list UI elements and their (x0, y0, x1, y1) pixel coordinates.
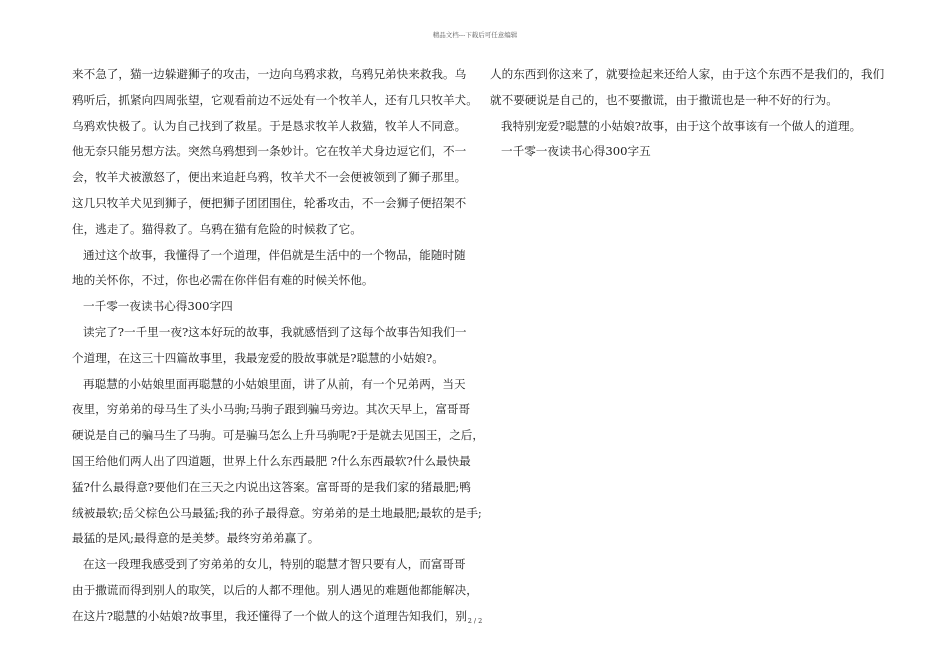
text-line: 由于撒谎而得到别人的取笑，以后的人都不理他。别人遇见的难题他都能解决， (72, 582, 478, 597)
text-line: 再聪慧的小姑娘里面再聪慧的小姑娘里面，讲了从前，有一个兄弟两，当天 (83, 376, 466, 391)
text-line: 在这一段理我感受到了穷弟弟的女儿，特别的聪慧才智只要有人，而富哥哥 (83, 557, 466, 572)
right-column (490, 62, 885, 165)
text-line: 他无奈只能另想方法。突然乌鸦想到一条妙计。它在牧羊犬身边逗它们，不一 (72, 144, 467, 159)
text-line: 乌鸦欢快极了。认为自己找到了救星。于是恳求牧羊人救猫，牧羊人不同意。 (72, 118, 467, 133)
text-line: 就不要硬说是自己的，也不要撒谎，由于撒谎也是一种不好的行为。 (490, 92, 838, 107)
text-line: 绒被最软;岳父棕色公马最猛;我的孙子最得意。穷弟弟的是土地最肥;最软的是手; (72, 505, 482, 520)
text-line: 会，牧羊犬被激怒了，便出来追赶乌鸦，牧羊犬不一会便被领到了狮子那里。 (72, 170, 467, 185)
text-line: 最猛的是风;最得意的是美梦。最终穷弟弟赢了。 (72, 531, 320, 546)
text-line: 地的关怀你，不过，你也必需在你伴侣有难的时候关怀他。 (72, 273, 374, 288)
text-line: 国王给他们两人出了四道题，世界上什么东西最肥 ?什么东西最软?什么最快最 (72, 453, 471, 468)
text-line: 一千零一夜读书心得300字四 (83, 299, 233, 314)
text-line: 人的东西到你这来了，就要捡起来还给人家，由于这个东西不是我们的，我们 (490, 67, 885, 81)
text-line: 个道理，在这三十四篇故事里，我最宠爱的股故事就是?聪慧的小姑娘?。 (72, 350, 444, 365)
text-line: 通过这个故事，我懂得了一个道理，伴侣就是生活中的一个物品，能随时随 (83, 247, 466, 262)
text-line: 在这片?聪慧的小姑娘?故事里，我还懂得了一个做人的这个道理告知我们，别 (72, 608, 468, 623)
text-line: 读完了?一千里一夜?这本好玩的故事，我就感悟到了这每个故事告知我们一 (83, 324, 467, 339)
text-line: 硬说是自己的骗马生了马驹。可是骗马怎么上升马驹呢?于是就去见国王，之后， (72, 428, 484, 443)
text-line: 我特别宠爱?聪慧的小姑娘?故事，由于这个故事该有一个做人的道理。 (501, 118, 862, 133)
text-line: 一千零一夜读书心得300字五 (501, 144, 651, 159)
text-line: 夜里，穷弟弟的母马生了头小马驹;马驹子跟到骗马旁边。其次天早上，富哥哥 (72, 402, 471, 417)
text-line: 来不急了，猫一边躲避狮子的攻击，一边向乌鸦求救，乌鸦兄弟快来救我。乌 (72, 67, 467, 81)
text-line: 鸦听后，抓紧向四周张望，它观看前边不远处有一个牧羊人，还有几只牧羊犬。 (72, 92, 478, 107)
page-number: 2 / 2 (467, 617, 483, 625)
text-line: 猛?什么最得意?要他们在三天之内说出这答案。富哥哥的是我们家的猪最肥;鸭 (72, 479, 471, 494)
text-line: 住，逃走了。猫得救了。乌鸦在猫有危险的时候救了它。 (72, 221, 362, 236)
page-header: 精品文档---下载后可任意编辑 (432, 31, 518, 39)
text-line: 这几只牧羊犬见到狮子，便把狮子团团围住，轮番攻击，不一会狮子便招架不 (72, 195, 467, 210)
